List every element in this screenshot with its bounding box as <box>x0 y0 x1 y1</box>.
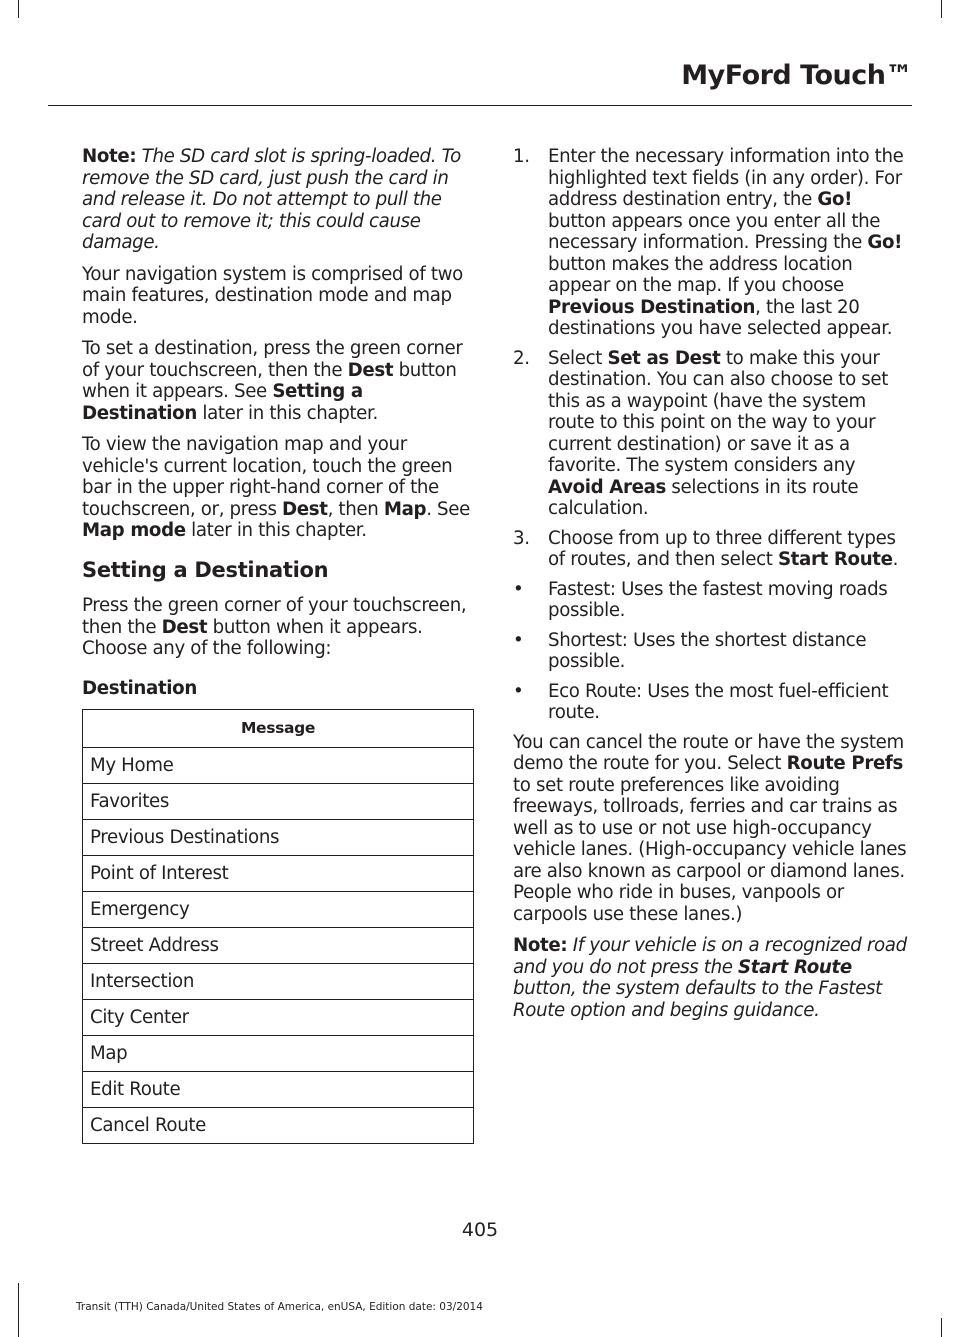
bullet-item-fastest: • Fastest: Uses the fastest moving roads possible. <box>513 578 888 621</box>
table-cell: Emergency <box>83 892 474 928</box>
numbered-item-1: 1. Enter the necessary information into the highlighted text fields (in any order). For address destination entry, the Go! button appears once you enter all the necessary information. Pressing the Go! button makes the address location appear on the map. If you choose Previous Destination, the last 20 destinations you have selected appear. <box>513 146 904 339</box>
footer-edition-info: Transit (TTH) Canada/United States of America, enUSA, Edition date: 03/2014 <box>76 1301 483 1313</box>
table-cell: Previous Destinations <box>83 820 474 856</box>
table-cell: Map <box>83 1036 474 1072</box>
table-row <box>83 784 474 820</box>
item-number: 2. <box>513 347 530 369</box>
table-row <box>83 928 474 964</box>
table-row <box>83 856 474 892</box>
table-cell: Point of Interest <box>83 856 474 892</box>
table-cell: Intersection <box>83 964 474 1000</box>
table-cell: Street Address <box>83 928 474 964</box>
item-number: 3. <box>513 527 530 549</box>
table-row <box>83 1000 474 1036</box>
numbered-item-3: 3. Choose from up to three different types of routes, and then select Start Route. <box>513 527 899 570</box>
right-column <box>513 146 907 1031</box>
crop-mark-top-right <box>941 0 942 18</box>
table-header-row <box>83 710 474 748</box>
crop-mark-top-left <box>18 0 19 18</box>
note-label: Note: <box>82 146 137 167</box>
page-header-title: MyFord Touch™ <box>681 60 912 91</box>
numbered-item-2: 2. Select Set as Dest to make this your destination. You can also choose to set this as a waypoint (have the system route to this point on the way to your current destination) or save it as a favorite. The system considers any Avoid Areas selections in its route calculation. <box>513 347 889 519</box>
table-cell: Favorites <box>83 784 474 820</box>
table-header-message: Message <box>83 710 474 748</box>
header-rule <box>48 105 912 106</box>
route-note-paragraph: Note: If your vehicle is on a recognized road and you do not press the Start Route button, the system defaults to the Fastest Route option and begins guidance. <box>513 935 907 1021</box>
table-row <box>83 748 474 784</box>
table-row <box>83 1036 474 1072</box>
crop-mark-bottom-right <box>941 1318 942 1337</box>
table-cell: My Home <box>83 748 474 784</box>
bullet-icon: • <box>513 629 524 651</box>
destination-table <box>82 709 474 1144</box>
note-label: Note: <box>513 935 568 956</box>
table-cell: Cancel Route <box>83 1108 474 1144</box>
table-title: Destination <box>82 677 197 699</box>
section-heading: Setting a Destination <box>82 557 329 582</box>
route-prefs-paragraph: You can cancel the route or have the system demo the route for you. Select Route Prefs to set route preferences like avoiding freeways, tollroads, ferries and car trains as well as to use or not use high-occupancy vehicle lanes. (High-occupancy vehicle lanes are also known as carpool or diamond lanes. People who ride in buses, vanpools or carpools use these lanes.) <box>513 731 907 925</box>
intro-paragraph: Your navigation system is comprised of two main features, destination mode and map mode. <box>82 263 463 328</box>
table-row <box>83 1108 474 1144</box>
page-number: 405 <box>461 1219 499 1241</box>
crop-mark-bottom-left <box>18 1283 19 1337</box>
table-row <box>83 892 474 928</box>
left-column <box>82 146 474 1144</box>
table-cell: City Center <box>83 1000 474 1036</box>
table-row <box>83 964 474 1000</box>
set-destination-paragraph: To set a destination, press the green corner of your touchscreen, then the Dest button when it appears. See Setting a Destination later in this chapter. <box>82 338 463 424</box>
note-text: The SD card slot is spring-loaded. To remove the SD card, just push the card in and release it. Do not attempt to pull the card out to remove it; this could cause damage. <box>82 146 461 253</box>
table-row <box>83 820 474 856</box>
item-number: 1. <box>513 146 530 167</box>
table-row <box>83 1072 474 1108</box>
note-paragraph <box>82 146 474 254</box>
table-cell: Edit Route <box>83 1072 474 1108</box>
view-map-paragraph: To view the navigation map and your vehicle's current location, touch the green bar in the upper right-hand corner of the touchscreen, or, press Dest, then Map. See Map mode later in this chapter. <box>82 434 470 541</box>
choose-paragraph: Press the green corner of your touchscreen, then the Dest button when it appears. Choose any of the following: <box>82 595 467 659</box>
bullet-icon: • <box>513 680 524 702</box>
bullet-item-eco: • Eco Route: Uses the most fuel-efficient route. <box>513 680 889 723</box>
bullet-icon: • <box>513 578 524 600</box>
bullet-item-shortest: • Shortest: Uses the shortest distance possible. <box>513 629 867 672</box>
